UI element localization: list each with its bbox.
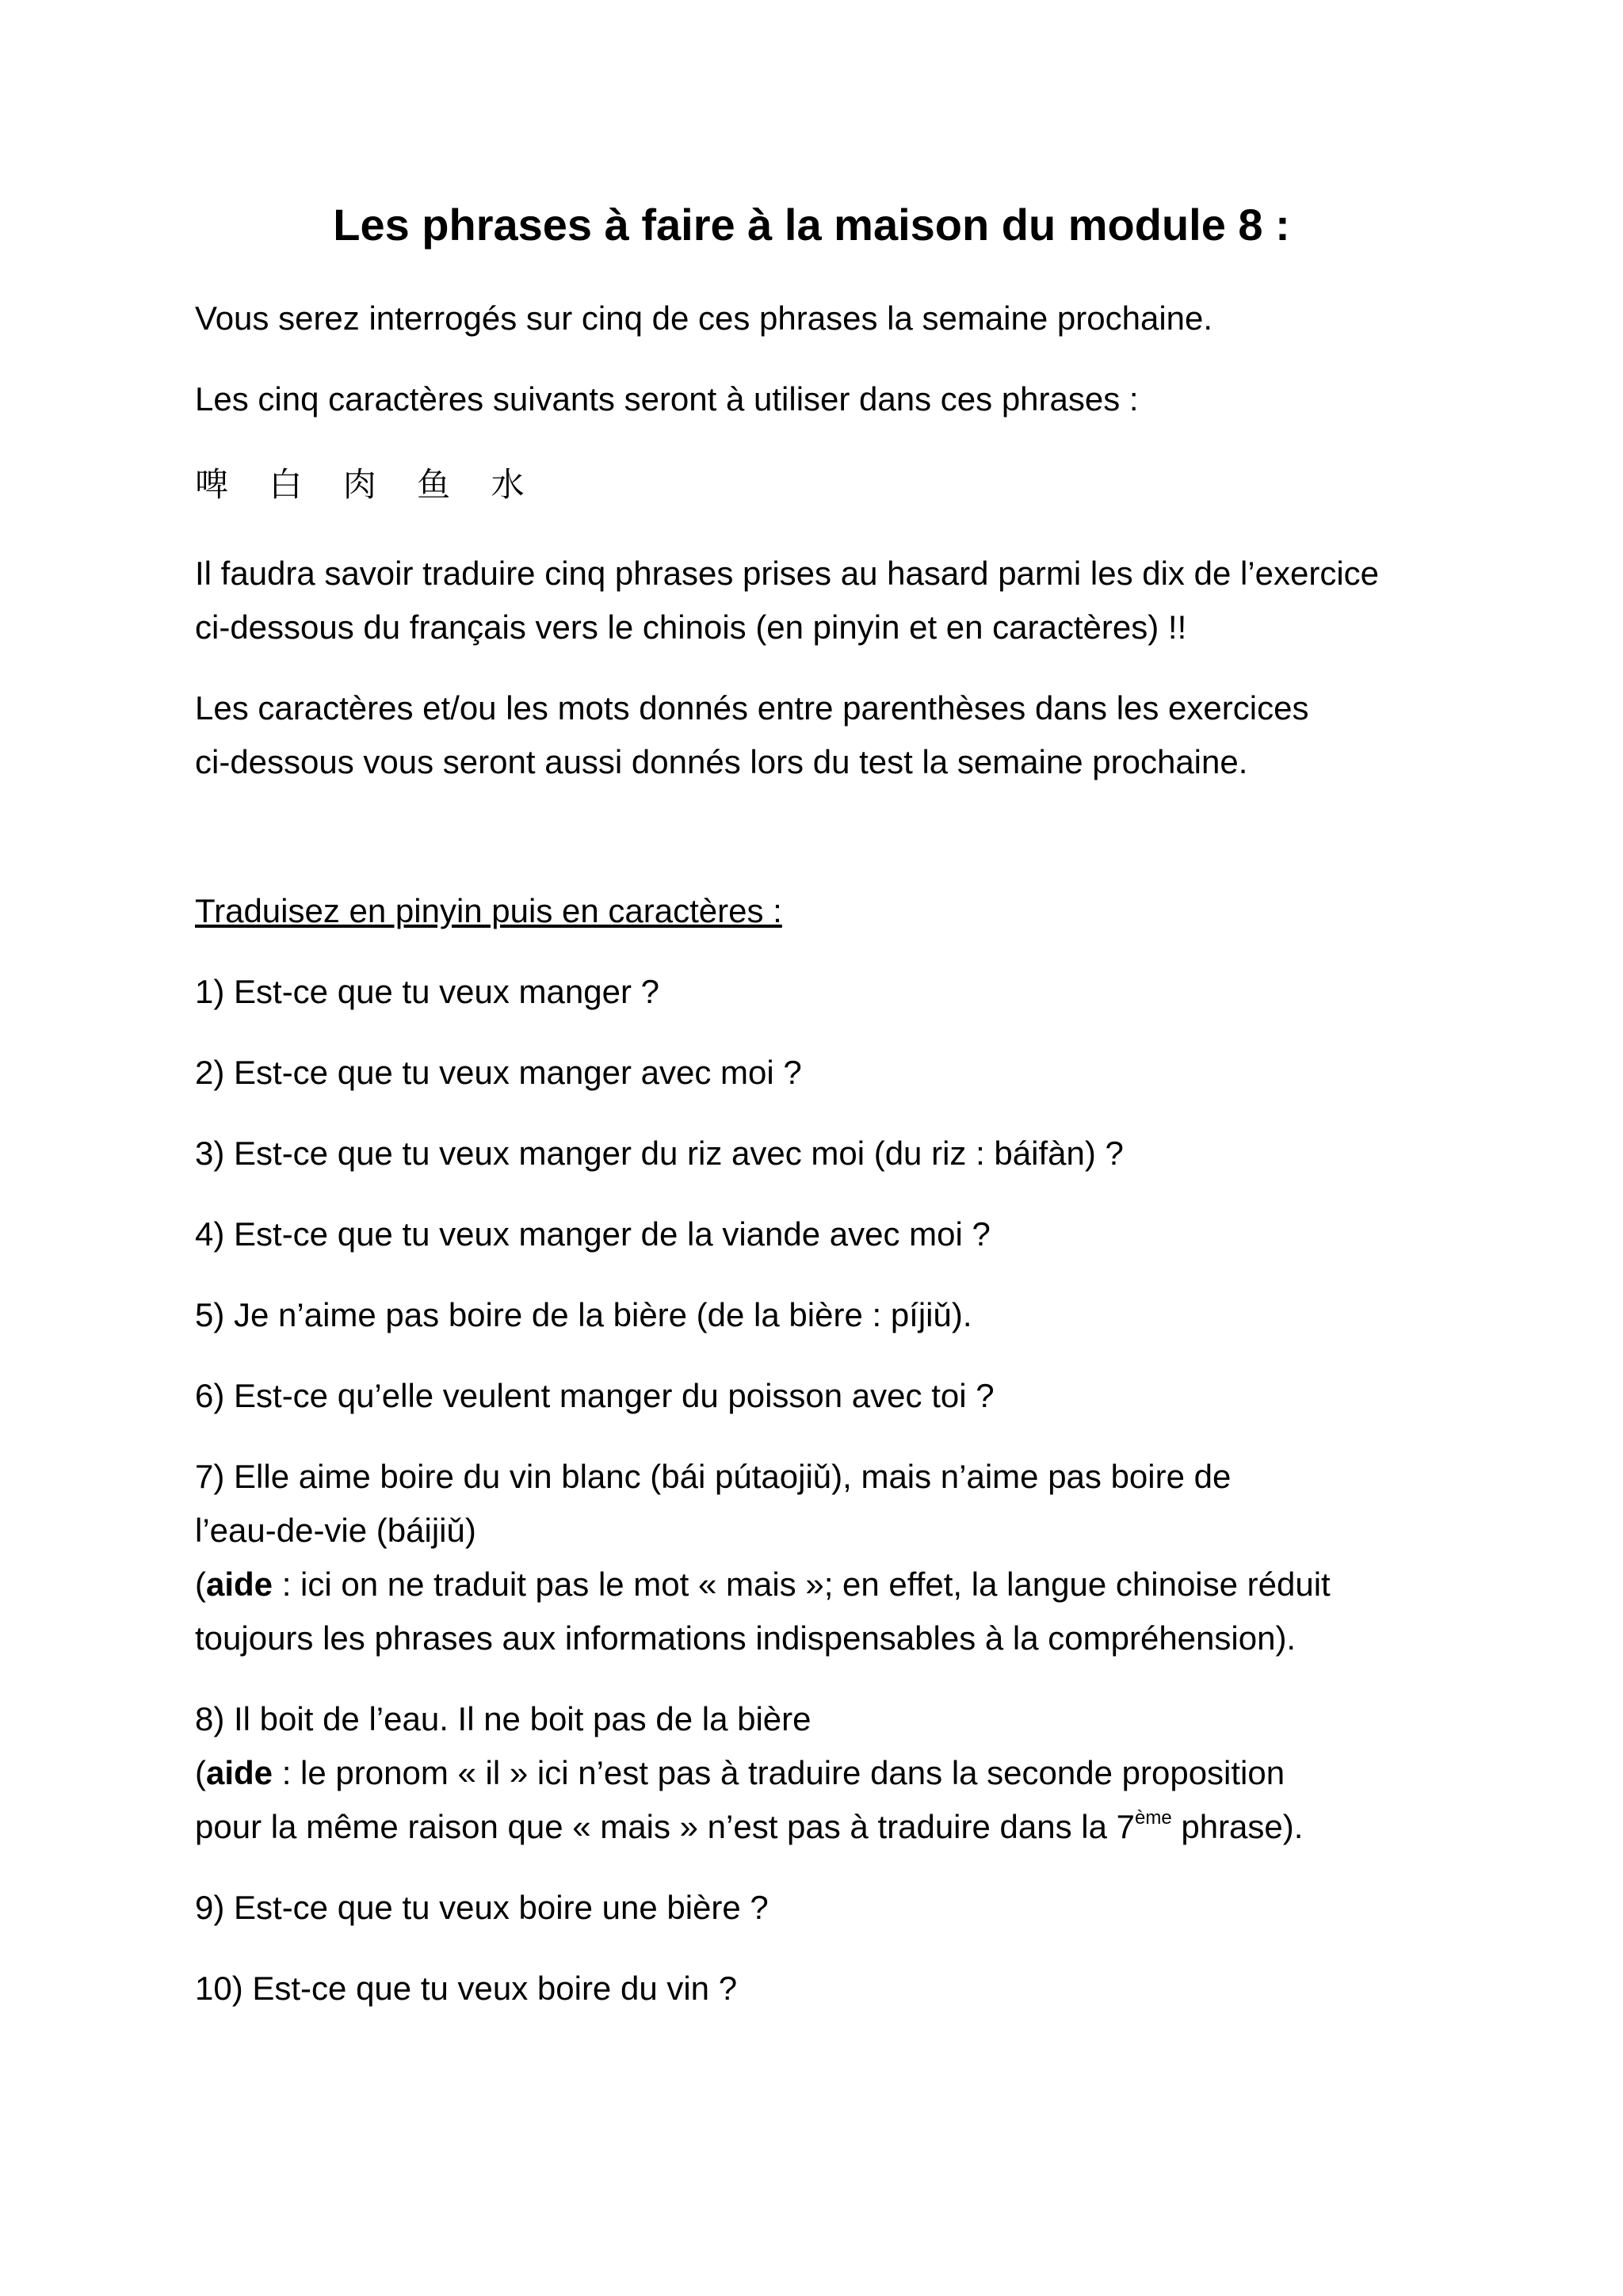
document-title: Les phrases à faire à la maison du module 8 :	[333, 200, 1290, 250]
character-rou: 肉	[342, 465, 386, 504]
exercise-heading: Traduisez en pinyin puis en caractères :	[195, 892, 782, 929]
sentence-8-help-open: (	[195, 1754, 206, 1791]
sentence-8-help-label: aide	[206, 1754, 273, 1791]
intro-paragraph-4-line-1: Les caractères et/ou les mots donnés entre parenthèses dans les exercices	[195, 689, 1309, 727]
sentence-7-help-label: aide	[206, 1566, 273, 1603]
sentence-1: 1) Est-ce que tu veux manger ?	[195, 973, 659, 1010]
sentence-2: 2) Est-ce que tu veux manger avec moi ?	[195, 1054, 802, 1091]
sentence-7-help-line-2: toujours les phrases aux informations indispensables à la compréhension).	[195, 1619, 1296, 1657]
sentence-5: 5) Je n’aime pas boire de la bière (de la bière : píjiǔ).	[195, 1296, 972, 1333]
intro-paragraph-3-line-1: Il faudra savoir traduire cinq phrases prises au hasard parmi les dix de l’exercice	[195, 555, 1380, 592]
sentence-8-help-line-2: pour la même raison que « mais » n’est pas à traduire dans la 7	[195, 1808, 1135, 1845]
character-yu: 鱼	[417, 465, 460, 504]
sentence-8-help-line-2-end: phrase).	[1171, 1808, 1304, 1845]
intro-paragraph-2: Les cinq caractères suivants seront à utiliser dans ces phrases :	[195, 380, 1139, 418]
sentence-8	[195, 1692, 1463, 1854]
sentence-4: 4) Est-ce que tu veux manger de la viande avec moi ?	[195, 1215, 991, 1253]
document-body	[195, 292, 1463, 2042]
sentence-9: 9) Est-ce que tu veux boire une bière ?	[195, 1889, 769, 1926]
sentence-7-help-text: : ici on ne traduit pas le mot « mais »; en effet, la langue chinoise réduit	[273, 1566, 1331, 1603]
sentence-8-superscript: ème	[1135, 1807, 1172, 1829]
sentence-3: 3) Est-ce que tu veux manger du riz avec moi (du riz : báifàn) ?	[195, 1135, 1124, 1172]
character-shui: 水	[491, 465, 534, 504]
intro-paragraph-4-line-2: ci-dessous vous seront aussi donnés lors du test la semaine prochaine.	[195, 743, 1248, 780]
sentence-10: 10) Est-ce que tu veux boire du vin ?	[195, 1970, 738, 2007]
character-bai: 白	[269, 465, 312, 504]
intro-paragraph-1: Vous serez interrogés sur cinq de ces phrases la semaine prochaine.	[195, 299, 1213, 337]
intro-paragraph-4	[195, 681, 1463, 789]
sentence-8-help-text: : le pronom « il » ici n’est pas à traduire dans la seconde proposition	[273, 1754, 1285, 1791]
sentence-7-line-2: l’eau-de-vie (báijiǔ)	[195, 1512, 476, 1549]
sentence-7	[195, 1450, 1463, 1665]
intro-paragraph-3	[195, 547, 1463, 654]
sentence-8-line-1: 8) Il boit de l’eau. Il ne boit pas de la bière	[195, 1700, 812, 1737]
character-pi: 啤	[195, 465, 239, 504]
chinese-characters-list	[195, 458, 1463, 512]
sentence-7-line-1: 7) Elle aime boire du vin blanc (bái pútaojiǔ), mais n’aime pas boire de	[195, 1458, 1232, 1495]
sentence-7-help-open: (	[195, 1566, 206, 1603]
intro-paragraph-3-line-2: ci-dessous du français vers le chinois (en pinyin et en caractères) !!	[195, 608, 1187, 646]
sentence-6: 6) Est-ce qu’elle veulent manger du poisson avec toi ?	[195, 1377, 995, 1414]
